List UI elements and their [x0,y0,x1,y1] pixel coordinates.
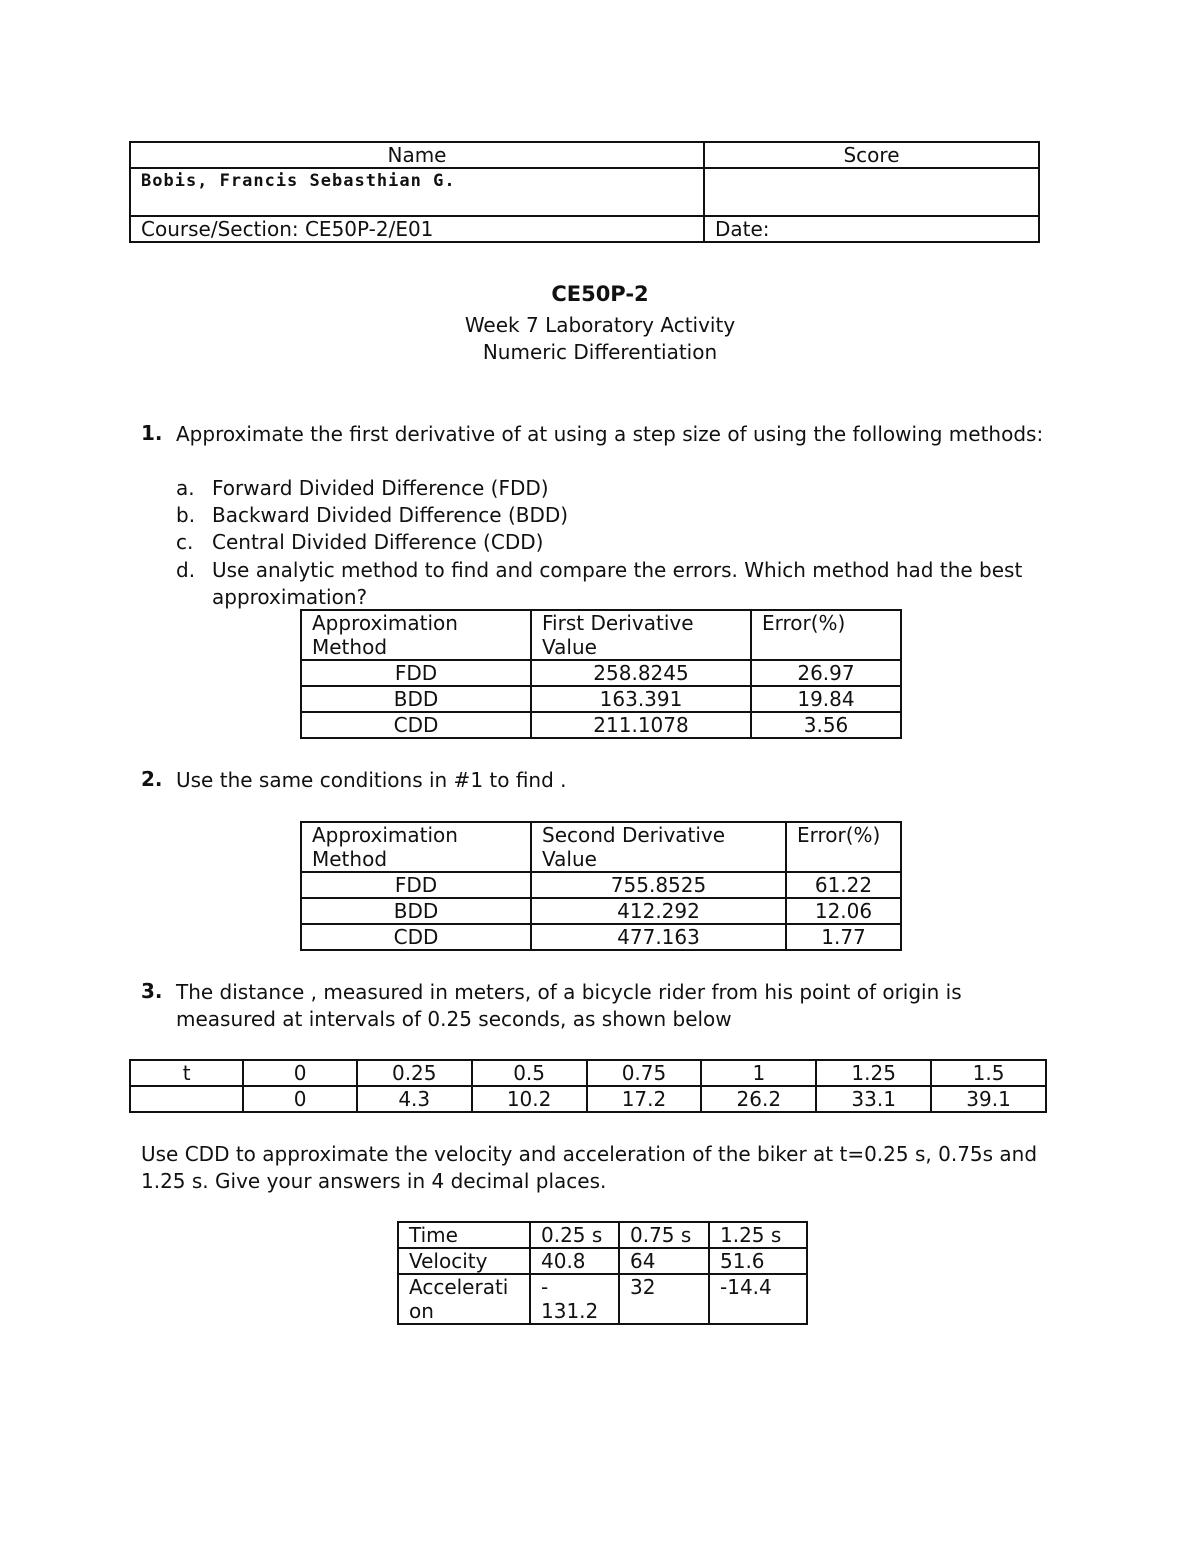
item-label: b. [176,503,196,527]
q1-text: Approximate the first derivative of at using a step size of using the following methods: [176,422,1044,446]
table-cell: Accelerati on [398,1274,530,1324]
table-cell: 64 [619,1248,709,1274]
table-cell: 1 [701,1060,816,1086]
table-cell: 10.2 [472,1086,587,1112]
first-derivative-table [300,609,902,739]
table-cell: 61.22 [786,872,901,898]
item-text: Backward Divided Difference (BDD) [212,503,569,527]
student-name: Bobis, Francis Sebasthian G. [130,168,704,216]
q3-number: 3. [141,979,163,1003]
q3-text: The distance , measured in meters, of a bicycle rider from his point of origin is measured at intervals of 0.25 seconds, as shown below [176,980,962,1031]
table-row [130,1086,1046,1112]
item-label: c. [176,530,194,554]
table-row [301,924,901,950]
table-cell: - 131.2 [530,1274,619,1324]
table-cell: 1.5 [931,1060,1046,1086]
table-header: 0.25 s [530,1222,619,1248]
table-cell: -14.4 [709,1274,807,1324]
table-cell: t [130,1060,243,1086]
table-cell: 51.6 [709,1248,807,1274]
table-cell: BDD [301,686,531,712]
table-cell: 0.75 [587,1060,702,1086]
table-cell: 1.25 [816,1060,931,1086]
table-cell: 3.56 [751,712,901,738]
table-cell: 412.292 [531,898,786,924]
q2-number: 2. [141,767,163,791]
table-header: Time [398,1222,530,1248]
table-cell: 0 [243,1060,357,1086]
item-text: Central Divided Difference (CDD) [212,530,544,554]
table-cell: 163.391 [531,686,751,712]
q2-text: Use the same conditions in #1 to find . [176,768,567,792]
table-cell: 755.8525 [531,872,786,898]
q1-number: 1. [141,421,163,445]
score-header: Score [704,142,1039,168]
table-cell: 1.77 [786,924,901,950]
table-cell: 211.1078 [531,712,751,738]
q1-item-d-text: Use analytic method to find and compare the errors. Which method had the best approximation? [212,558,1023,609]
course-section: Course/Section: CE50P-2/E01 [130,216,704,242]
table-cell: 17.2 [587,1086,702,1112]
table-row [301,712,901,738]
table-cell: CDD [301,712,531,738]
table-cell: 477.163 [531,924,786,950]
table-header: Approximation Method [301,610,531,660]
table-header: First Derivative Value [531,610,751,660]
table-cell: 0.25 [357,1060,472,1086]
distance-table [129,1059,1047,1113]
course-code: CE50P-2 [551,282,649,306]
table-cell: 4.3 [357,1086,472,1112]
table-row [398,1274,807,1324]
item-label: d. [176,558,196,582]
item-text: Forward Divided Difference (FDD) [212,476,549,500]
header-table [129,141,1040,243]
q1-item-d-label [176,557,212,584]
table-cell: FDD [301,660,531,686]
table-cell: 33.1 [816,1086,931,1112]
table-row [301,686,901,712]
activity-title: Week 7 Laboratory Activity [464,313,736,337]
table-row [130,1060,1046,1086]
table-header: Error(%) [786,822,901,872]
table-cell: 32 [619,1274,709,1324]
table-header: Approximation Method [301,822,531,872]
table-row [301,898,901,924]
table-row [301,872,901,898]
name-header: Name [130,142,704,168]
table-cell: 258.8245 [531,660,751,686]
table-cell: FDD [301,872,531,898]
topic-title: Numeric Differentiation [482,340,718,364]
q1-item-a [176,475,549,502]
table-header: 0.75 s [619,1222,709,1248]
table-cell: CDD [301,924,531,950]
table-header: 1.25 s [709,1222,807,1248]
table-cell: 0.5 [472,1060,587,1086]
q3-instruction: Use CDD to approximate the velocity and acceleration of the biker at t=0.25 s, 0.75s and 1.25 s. Give your answers in 4 decimal places. [141,1142,1038,1193]
velocity-acceleration-table [397,1221,808,1325]
table-cell: 19.84 [751,686,901,712]
table-row [398,1222,807,1248]
table-row [301,660,901,686]
table-cell: BDD [301,898,531,924]
q1-item-b [176,502,568,529]
table-row [398,1248,807,1274]
item-label: a. [176,476,195,500]
table-cell: 12.06 [786,898,901,924]
table-cell: 26.97 [751,660,901,686]
date-label: Date: [704,216,1039,242]
table-cell: 39.1 [931,1086,1046,1112]
table-cell: 40.8 [530,1248,619,1274]
table-cell: 0 [243,1086,357,1112]
q1-item-c [176,529,543,556]
table-cell [130,1086,243,1112]
table-header: Error(%) [751,610,901,660]
table-cell: 26.2 [701,1086,816,1112]
table-header: Second Derivative Value [531,822,786,872]
table-cell: Velocity [398,1248,530,1274]
score-value [704,168,1039,216]
second-derivative-table [300,821,902,951]
